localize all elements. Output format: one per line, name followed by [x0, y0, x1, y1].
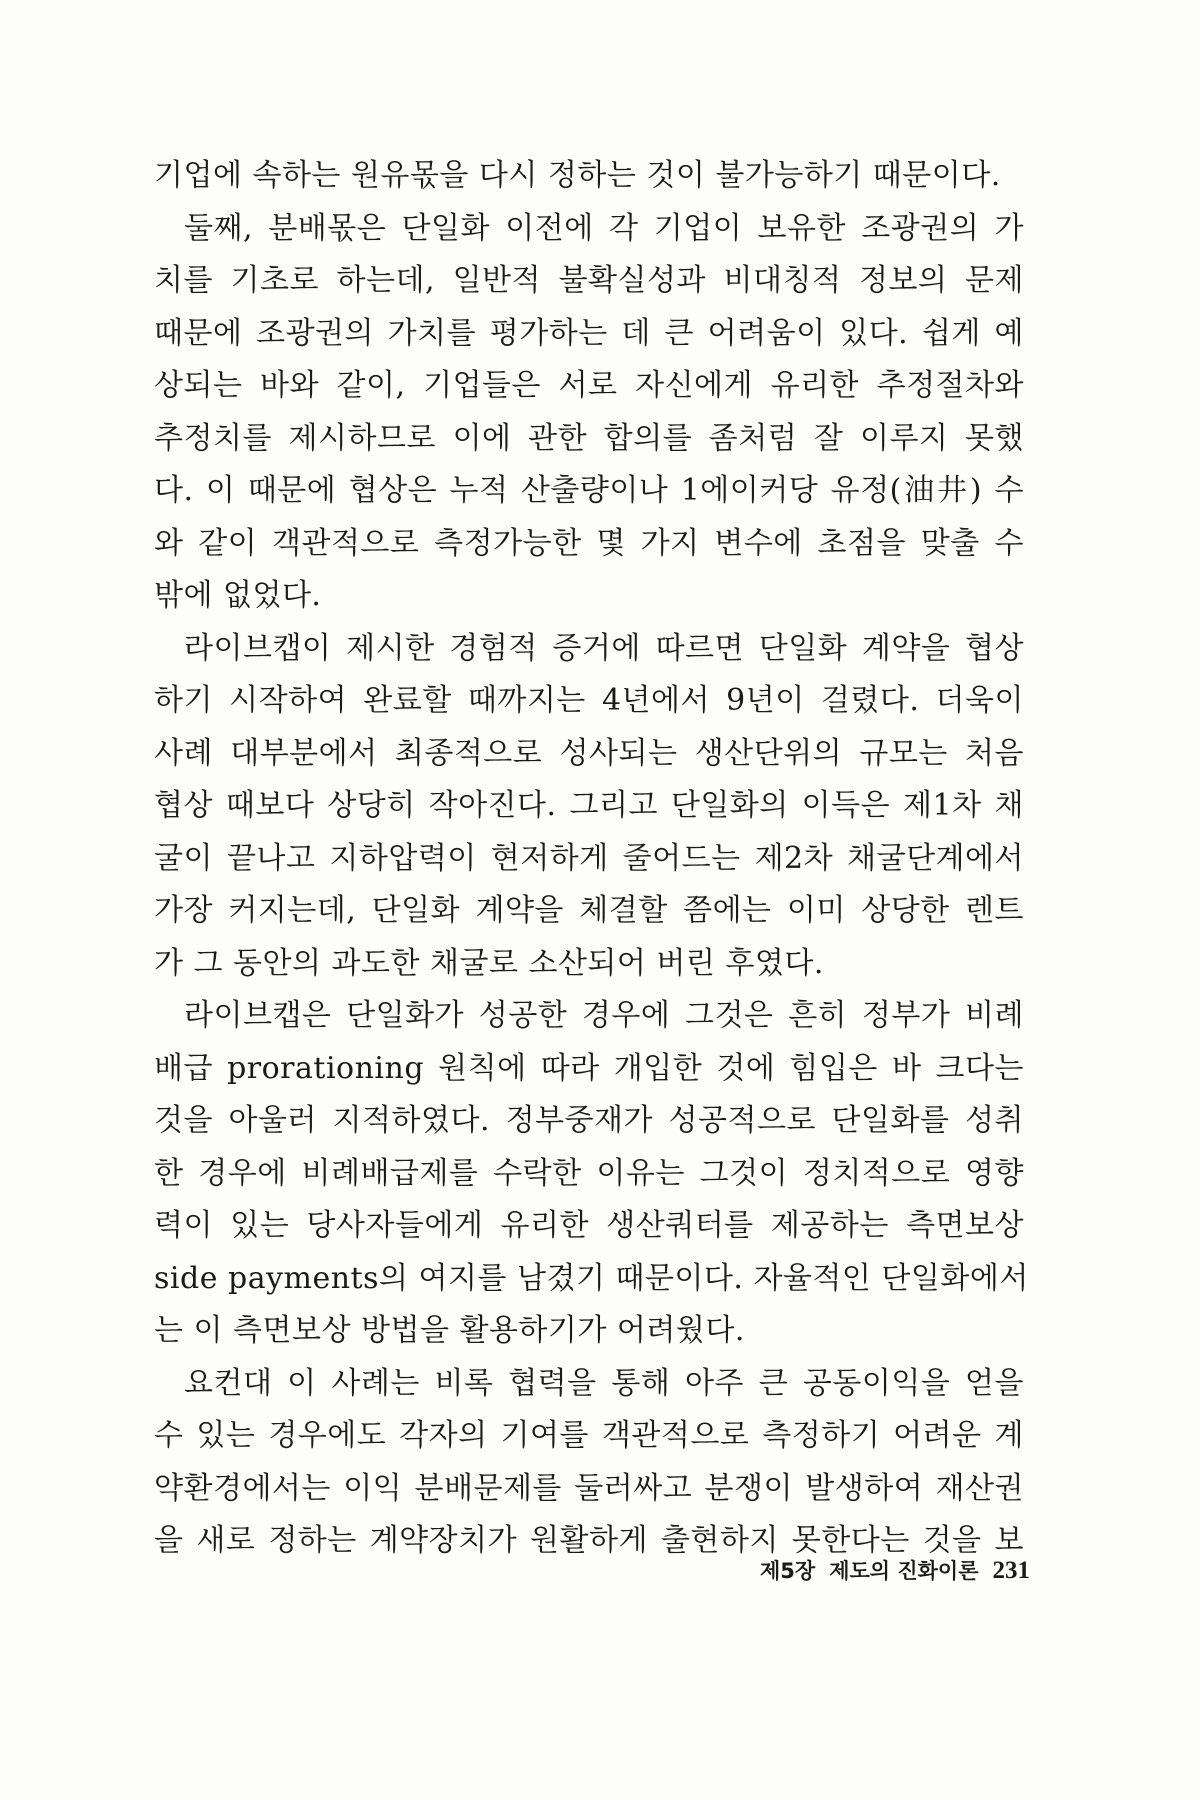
page-number: 231 [992, 1557, 1030, 1584]
text-line: 때문에 조광권의 가치를 평가하는 데 큰 어려움이 있다. 쉽게 예 [154, 315, 1024, 351]
text-line: 상되는 바와 같이, 기업들은 서로 자신에게 유리한 추정절차와 [154, 368, 1024, 403]
text-line: 다. 이 때문에 협상은 누적 산출량이나 1에이커당 유정(油井) 수 [154, 473, 1024, 508]
text-line: 요컨대 이 사례는 비록 협력을 통해 아주 큰 공동이익을 얻을 [184, 1365, 1024, 1401]
text-line: 약환경에서는 이익 분배문제를 둘러싸고 분쟁이 발생하여 재산권 [154, 1470, 1024, 1506]
text-line: 는 이 측면보상 방법을 활용하기가 어려웠다. [154, 1313, 745, 1348]
text-line: 라이브캡은 단일화가 성공한 경우에 그것은 흔히 정부가 비례 [184, 998, 1024, 1033]
text-line: 기업에 속하는 원유몫을 다시 정하는 것이 불가능하기 때문이다. [154, 158, 1001, 193]
chapter-title: 제도의 진화이론 [829, 1559, 979, 1583]
text-line: 것을 아울러 지적하였다. 정부중재가 성공적으로 단일화를 성취 [154, 1103, 1024, 1138]
text-line: 을 새로 정하는 계약장치가 원활하게 출현하지 못한다는 것을 보 [154, 1523, 1024, 1558]
text-line: 가장 커지는데, 단일화 계약을 체결할 쯤에는 이미 상당한 렌트 [154, 893, 1024, 928]
text-line: 와 같이 객관적으로 측정가능한 몇 가지 변수에 초점을 맞출 수 [154, 525, 1024, 561]
text-line: 가 그 동안의 과도한 채굴로 소산되어 버린 후였다. [154, 945, 824, 981]
text-line: 굴이 끝나고 지하압력이 현저하게 줄어드는 제2차 채굴단계에서 [154, 840, 1024, 876]
text-line: 치를 기초로 하는데, 일반적 불확실성과 비대칭적 정보의 문제 [154, 263, 1024, 298]
text-line: 수 있는 경우에도 각자의 기여를 객관적으로 측정하기 어려운 계 [154, 1418, 1024, 1453]
text-line: 사례 대부분에서 최종적으로 성사되는 생산단위의 규모는 처음 [154, 735, 1024, 771]
text-line: 배급 prorationing 원칙에 따라 개입한 것에 힘입은 바 크다는 [154, 1050, 1024, 1086]
text-line: 한 경우에 비례배급제를 수락한 이유는 그것이 정치적으로 영향 [154, 1155, 1024, 1191]
text-line: 밖에 없었다. [154, 578, 322, 613]
text-line: 하기 시작하여 완료할 때까지는 4년에서 9년이 걸렸다. 더욱이 [154, 683, 1024, 718]
text-line: 협상 때보다 상당히 작아진다. 그리고 단일화의 이득은 제1차 채 [154, 788, 1024, 823]
text-line: 라이브캡이 제시한 경험적 증거에 따르면 단일화 계약을 협상 [184, 630, 1024, 666]
body-text [154, 150, 1029, 1568]
text-line: side payments의 여지를 남겼기 때문이다. 자율적인 단일화에서 [154, 1260, 1029, 1296]
running-footer [630, 1555, 1030, 1585]
text-line: 둘째, 분배몫은 단일화 이전에 각 기업이 보유한 조광권의 가 [184, 210, 1024, 246]
text-line: 추정치를 제시하므로 이에 관한 합의를 좀처럼 잘 이루지 못했 [154, 420, 1024, 456]
chapter-label: 제5장 [760, 1559, 816, 1583]
text-line: 력이 있는 당사자들에게 유리한 생산쿼터를 제공하는 측면보상 [154, 1208, 1024, 1243]
